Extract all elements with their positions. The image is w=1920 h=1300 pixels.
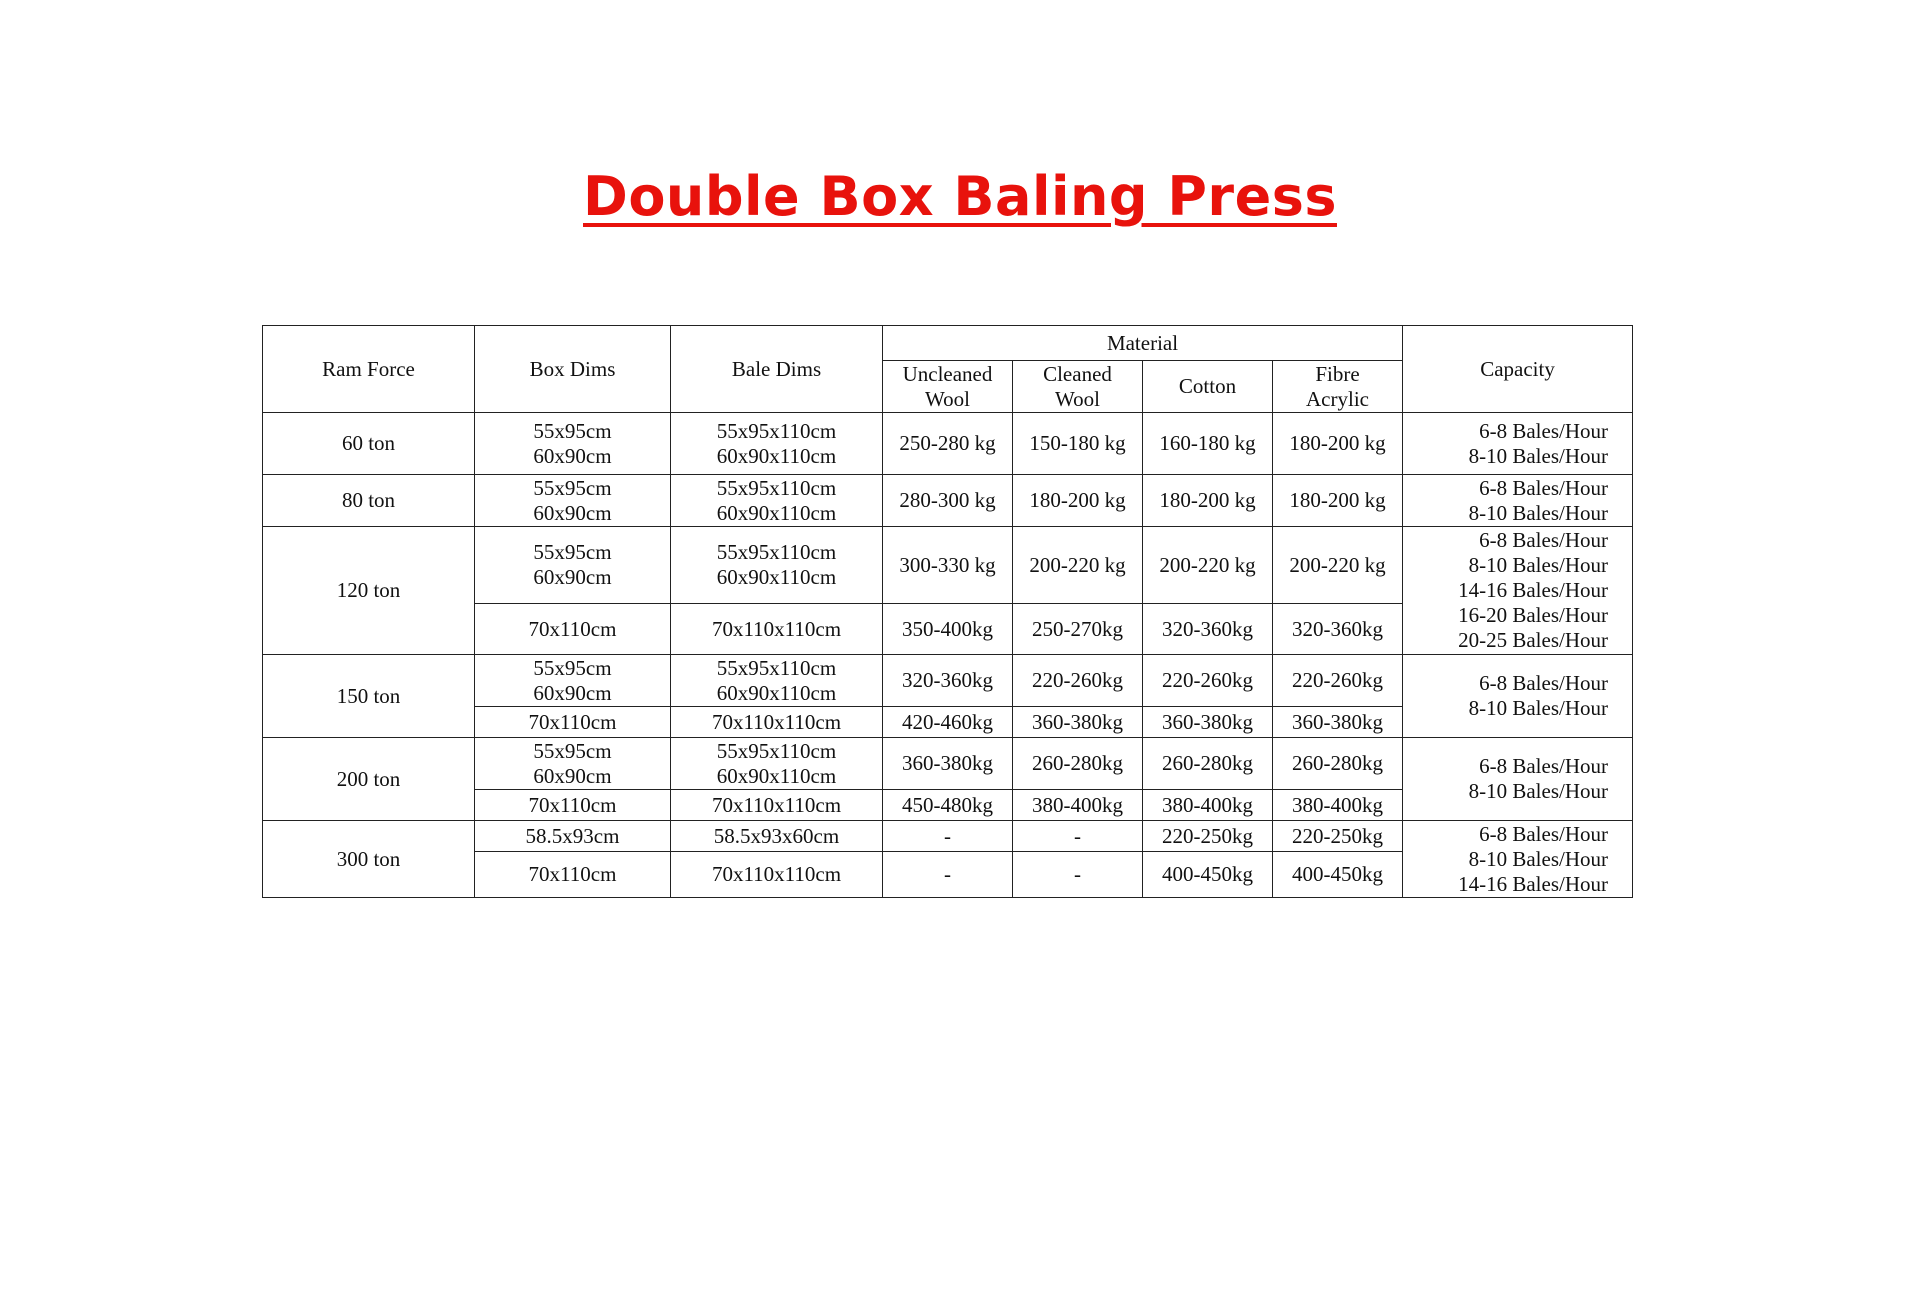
cleaned-wool-cell: 260-280kg <box>1013 738 1143 790</box>
table-row <box>263 655 1633 707</box>
cleaned-wool-cell: 360-380kg <box>1013 707 1143 738</box>
uncleaned-wool-cell: 280-300 kg <box>883 475 1013 527</box>
cotton-cell: 400-450kg <box>1143 852 1273 898</box>
fibre-acrylic-cell: 220-250kg <box>1273 821 1403 852</box>
cotton-cell: 380-400kg <box>1143 790 1273 821</box>
fibre-acrylic-cell: 180-200 kg <box>1273 413 1403 475</box>
ram-force-cell: 60 ton <box>263 413 475 475</box>
cotton-cell: 200-220 kg <box>1143 527 1273 604</box>
uncleaned-wool-cell: 300-330 kg <box>883 527 1013 604</box>
box-dims-cell: 70x110cm <box>475 852 671 898</box>
bale-dims-cell: 70x110x110cm <box>671 707 883 738</box>
fibre-acrylic-cell: 200-220 kg <box>1273 527 1403 604</box>
capacity-cell: 6-8 Bales/Hour 8-10 Bales/Hour <box>1403 738 1633 821</box>
box-dims-cell: 55x95cm 60x90cm <box>475 738 671 790</box>
box-dims-cell: 58.5x93cm <box>475 821 671 852</box>
fibre-acrylic-cell: 360-380kg <box>1273 707 1403 738</box>
header-uncleaned-wool: Uncleaned Wool <box>883 361 1013 413</box>
uncleaned-wool-cell: 250-280 kg <box>883 413 1013 475</box>
capacity-cell: 6-8 Bales/Hour 8-10 Bales/Hour <box>1403 413 1633 475</box>
box-dims-cell: 70x110cm <box>475 707 671 738</box>
bale-dims-cell: 55x95x110cm 60x90x110cm <box>671 413 883 475</box>
cotton-cell: 180-200 kg <box>1143 475 1273 527</box>
fibre-acrylic-cell: 220-260kg <box>1273 655 1403 707</box>
bale-dims-cell: 70x110x110cm <box>671 604 883 655</box>
header-row <box>263 326 1633 361</box>
bale-dims-cell: 70x110x110cm <box>671 852 883 898</box>
table-row <box>263 527 1633 604</box>
table-row <box>263 475 1633 527</box>
cotton-cell: 220-260kg <box>1143 655 1273 707</box>
baling-press-spec-table <box>262 325 1633 898</box>
cleaned-wool-cell: 220-260kg <box>1013 655 1143 707</box>
box-dims-cell: 55x95cm 60x90cm <box>475 655 671 707</box>
fibre-acrylic-cell: 380-400kg <box>1273 790 1403 821</box>
capacity-cell: 6-8 Bales/Hour 8-10 Bales/Hour <box>1403 475 1633 527</box>
cleaned-wool-cell: 250-270kg <box>1013 604 1143 655</box>
cotton-cell: 160-180 kg <box>1143 413 1273 475</box>
fibre-acrylic-cell: 400-450kg <box>1273 852 1403 898</box>
ram-force-cell: 200 ton <box>263 738 475 821</box>
cotton-cell: 220-250kg <box>1143 821 1273 852</box>
uncleaned-wool-cell: 420-460kg <box>883 707 1013 738</box>
header-ram-force: Ram Force <box>263 326 475 413</box>
bale-dims-cell: 55x95x110cm 60x90x110cm <box>671 475 883 527</box>
header-bale-dims: Bale Dims <box>671 326 883 413</box>
table-row <box>263 413 1633 475</box>
ram-force-cell: 120 ton <box>263 527 475 655</box>
fibre-acrylic-cell: 180-200 kg <box>1273 475 1403 527</box>
header-cleaned-wool: Cleaned Wool <box>1013 361 1143 413</box>
header-fibre-acrylic: Fibre Acrylic <box>1273 361 1403 413</box>
uncleaned-wool-cell: 350-400kg <box>883 604 1013 655</box>
cleaned-wool-cell: - <box>1013 821 1143 852</box>
ram-force-cell: 300 ton <box>263 821 475 898</box>
bale-dims-cell: 70x110x110cm <box>671 790 883 821</box>
uncleaned-wool-cell: 450-480kg <box>883 790 1013 821</box>
cleaned-wool-cell: 180-200 kg <box>1013 475 1143 527</box>
cotton-cell: 360-380kg <box>1143 707 1273 738</box>
box-dims-cell: 55x95cm 60x90cm <box>475 527 671 604</box>
uncleaned-wool-cell: 320-360kg <box>883 655 1013 707</box>
bale-dims-cell: 55x95x110cm 60x90x110cm <box>671 738 883 790</box>
page-title: Double Box Baling Press <box>583 165 1337 228</box>
header-box-dims: Box Dims <box>475 326 671 413</box>
cleaned-wool-cell: - <box>1013 852 1143 898</box>
cotton-cell: 260-280kg <box>1143 738 1273 790</box>
header-material: Material <box>883 326 1403 361</box>
table-row <box>263 821 1633 852</box>
capacity-cell: 6-8 Bales/Hour 8-10 Bales/Hour <box>1403 655 1633 738</box>
ram-force-cell: 80 ton <box>263 475 475 527</box>
cleaned-wool-cell: 150-180 kg <box>1013 413 1143 475</box>
capacity-cell: 6-8 Bales/Hour 8-10 Bales/Hour 14-16 Bales/Hour <box>1403 821 1633 898</box>
cotton-cell: 320-360kg <box>1143 604 1273 655</box>
bale-dims-cell: 55x95x110cm 60x90x110cm <box>671 527 883 604</box>
table-row <box>263 738 1633 790</box>
cleaned-wool-cell: 380-400kg <box>1013 790 1143 821</box>
box-dims-cell: 55x95cm 60x90cm <box>475 475 671 527</box>
box-dims-cell: 70x110cm <box>475 604 671 655</box>
uncleaned-wool-cell: 360-380kg <box>883 738 1013 790</box>
box-dims-cell: 70x110cm <box>475 790 671 821</box>
fibre-acrylic-cell: 260-280kg <box>1273 738 1403 790</box>
bale-dims-cell: 55x95x110cm 60x90x110cm <box>671 655 883 707</box>
bale-dims-cell: 58.5x93x60cm <box>671 821 883 852</box>
header-capacity: Capacity <box>1403 326 1633 413</box>
capacity-cell: 6-8 Bales/Hour 8-10 Bales/Hour 14-16 Bales/Hour 16-20 Bales/Hour 20-25 Bales/Hour <box>1403 527 1633 655</box>
fibre-acrylic-cell: 320-360kg <box>1273 604 1403 655</box>
cleaned-wool-cell: 200-220 kg <box>1013 527 1143 604</box>
uncleaned-wool-cell: - <box>883 852 1013 898</box>
ram-force-cell: 150 ton <box>263 655 475 738</box>
uncleaned-wool-cell: - <box>883 821 1013 852</box>
box-dims-cell: 55x95cm 60x90cm <box>475 413 671 475</box>
header-cotton: Cotton <box>1143 361 1273 413</box>
